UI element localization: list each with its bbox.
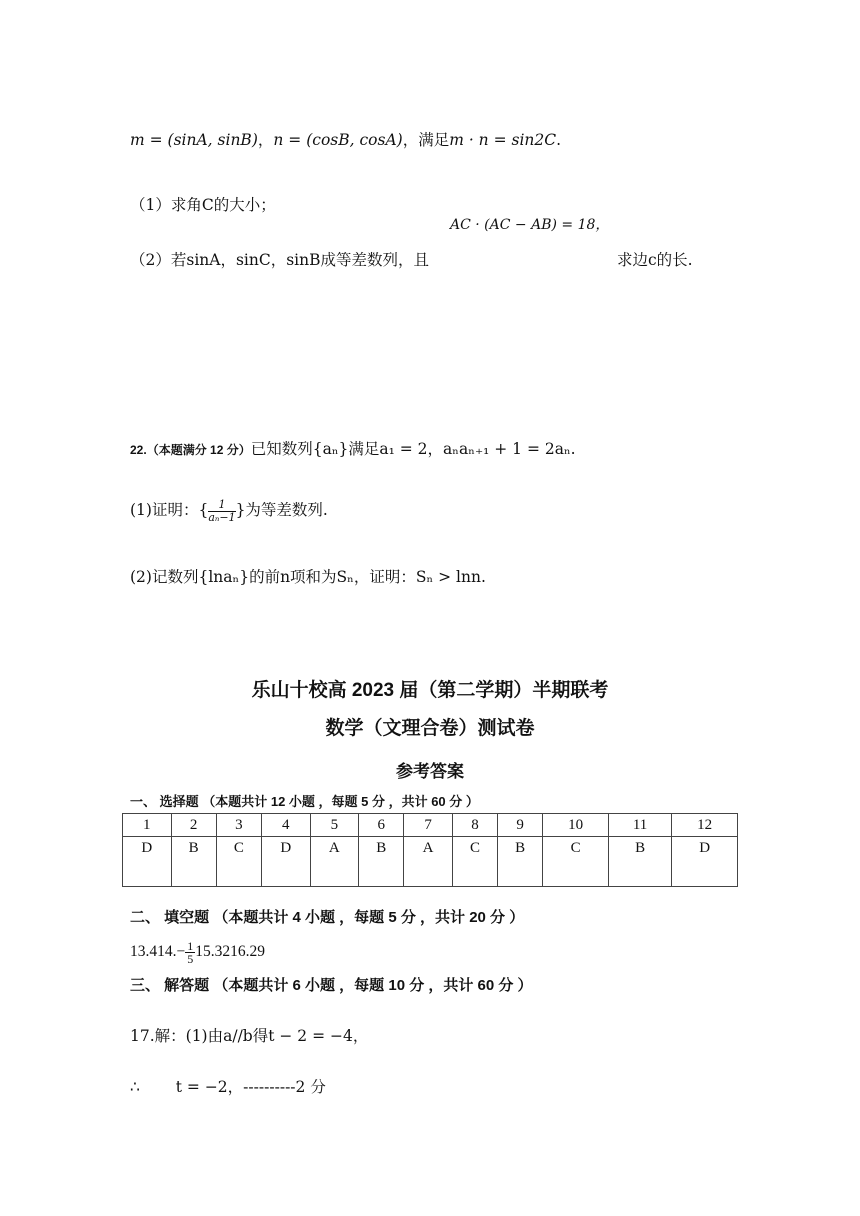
problem-statement: 已知数列{aₙ}满足a₁ = 2，aₙaₙ₊₁ + 1 = 2aₙ. xyxy=(250,440,576,458)
part1-lead: (1)证明：{ xyxy=(130,501,209,519)
problem-22-part-1 xyxy=(130,498,328,524)
section-2-label: 二、 填空题 （本题共计 4 小题 ，每题 5 分 ，共计 20 分 ） xyxy=(130,909,525,926)
question-2-tail: 求边c的长. xyxy=(617,251,693,269)
fraction-numerator: 1 xyxy=(208,499,235,512)
fraction xyxy=(208,499,235,524)
question-number-cell: 8 xyxy=(452,814,497,837)
answer-title-1: 乐山十校高 2023 届（第二学期）半期联考 xyxy=(251,680,609,701)
part1-tail: }为等差数列. xyxy=(235,501,328,519)
question-number-cell: 12 xyxy=(672,814,738,837)
vector-condition-line xyxy=(130,128,561,150)
answer-14-fraction xyxy=(185,940,195,965)
fraction-denominator: 5 xyxy=(187,952,194,966)
dot-product-eq: m · n = sin2C xyxy=(449,131,557,149)
answer-13: 13.4 xyxy=(130,943,158,961)
section-3-label: 三、 解答题 （本题共计 6 小题 ，每题 10 分 ，共计 60 分 ） xyxy=(130,977,533,994)
problem-22-stem xyxy=(130,437,576,459)
answer-cell: B xyxy=(498,837,543,887)
question-number-cell: 5 xyxy=(310,814,359,837)
fraction-numerator: 1 xyxy=(187,939,194,953)
answer-subtitle: 参考答案 xyxy=(396,762,464,781)
answer-cell: C xyxy=(543,837,609,887)
section-1-label: 一、 选择题 （本题共计 12 小题 ，每题 5 分 ，共计 60 分 ） xyxy=(130,794,479,809)
fraction-denominator: aₙ−1 xyxy=(208,510,236,524)
question-number-cell: 1 xyxy=(123,814,172,837)
question-1: （1）求角C的大小； xyxy=(130,196,276,214)
question-number-cell: 11 xyxy=(608,814,671,837)
question-number-row xyxy=(123,814,738,837)
problem-22-part-2: (2)记数列{lnaₙ}的前n项和为Sₙ，证明：Sₙ > lnn. xyxy=(130,568,486,586)
question-number-cell: 2 xyxy=(171,814,216,837)
answer-cell: D xyxy=(261,837,310,887)
answer-cell: A xyxy=(310,837,359,887)
m-vector-def: m = (sinA, sinB) xyxy=(130,131,258,149)
n-vector-def: n = (cosB, cosA) xyxy=(273,131,403,149)
question-number-cell: 6 xyxy=(359,814,404,837)
fill-in-answers xyxy=(130,940,265,965)
sep: ，满足 xyxy=(402,131,450,149)
answer-cell: D xyxy=(672,837,738,887)
answer-cell: C xyxy=(216,837,261,887)
answer-cell: B xyxy=(608,837,671,887)
period: . xyxy=(556,131,562,149)
answer-title-2: 数学（文理合卷）测试卷 xyxy=(325,718,535,739)
answer-cell: B xyxy=(171,837,216,887)
t-value: t = −2，----------2 分 xyxy=(175,1078,326,1096)
answer-14-lead: 14.− xyxy=(157,943,186,961)
answer-cell: A xyxy=(404,837,453,887)
problem-number: 22. xyxy=(130,443,147,457)
answer-row xyxy=(123,837,738,887)
answer-16: 16.29 xyxy=(230,943,265,961)
vector-condition: AC · (AC − AB) = 18， xyxy=(450,217,610,233)
problem-score: （本题满分 12 分） xyxy=(146,443,251,457)
answer-cell: B xyxy=(359,837,404,887)
question-2-lead: （2）若sinA，sinC，sinB成等差数列，且 xyxy=(130,251,429,269)
question-number-cell: 10 xyxy=(543,814,609,837)
sep: ， xyxy=(257,131,274,149)
question-number-cell: 3 xyxy=(216,814,261,837)
solution-17-line-1: 17.解：(1)由a//b得t − 2 = −4， xyxy=(130,1027,369,1045)
question-number-cell: 9 xyxy=(498,814,543,837)
answer-table xyxy=(122,813,738,887)
therefore-symbol: ∴ xyxy=(130,1078,140,1096)
question-number-cell: 4 xyxy=(261,814,310,837)
answer-15: 15.32 xyxy=(195,943,231,961)
answer-cell: C xyxy=(452,837,497,887)
solution-17-line-2 xyxy=(130,1075,326,1097)
question-number-cell: 7 xyxy=(404,814,453,837)
answer-cell: D xyxy=(123,837,172,887)
